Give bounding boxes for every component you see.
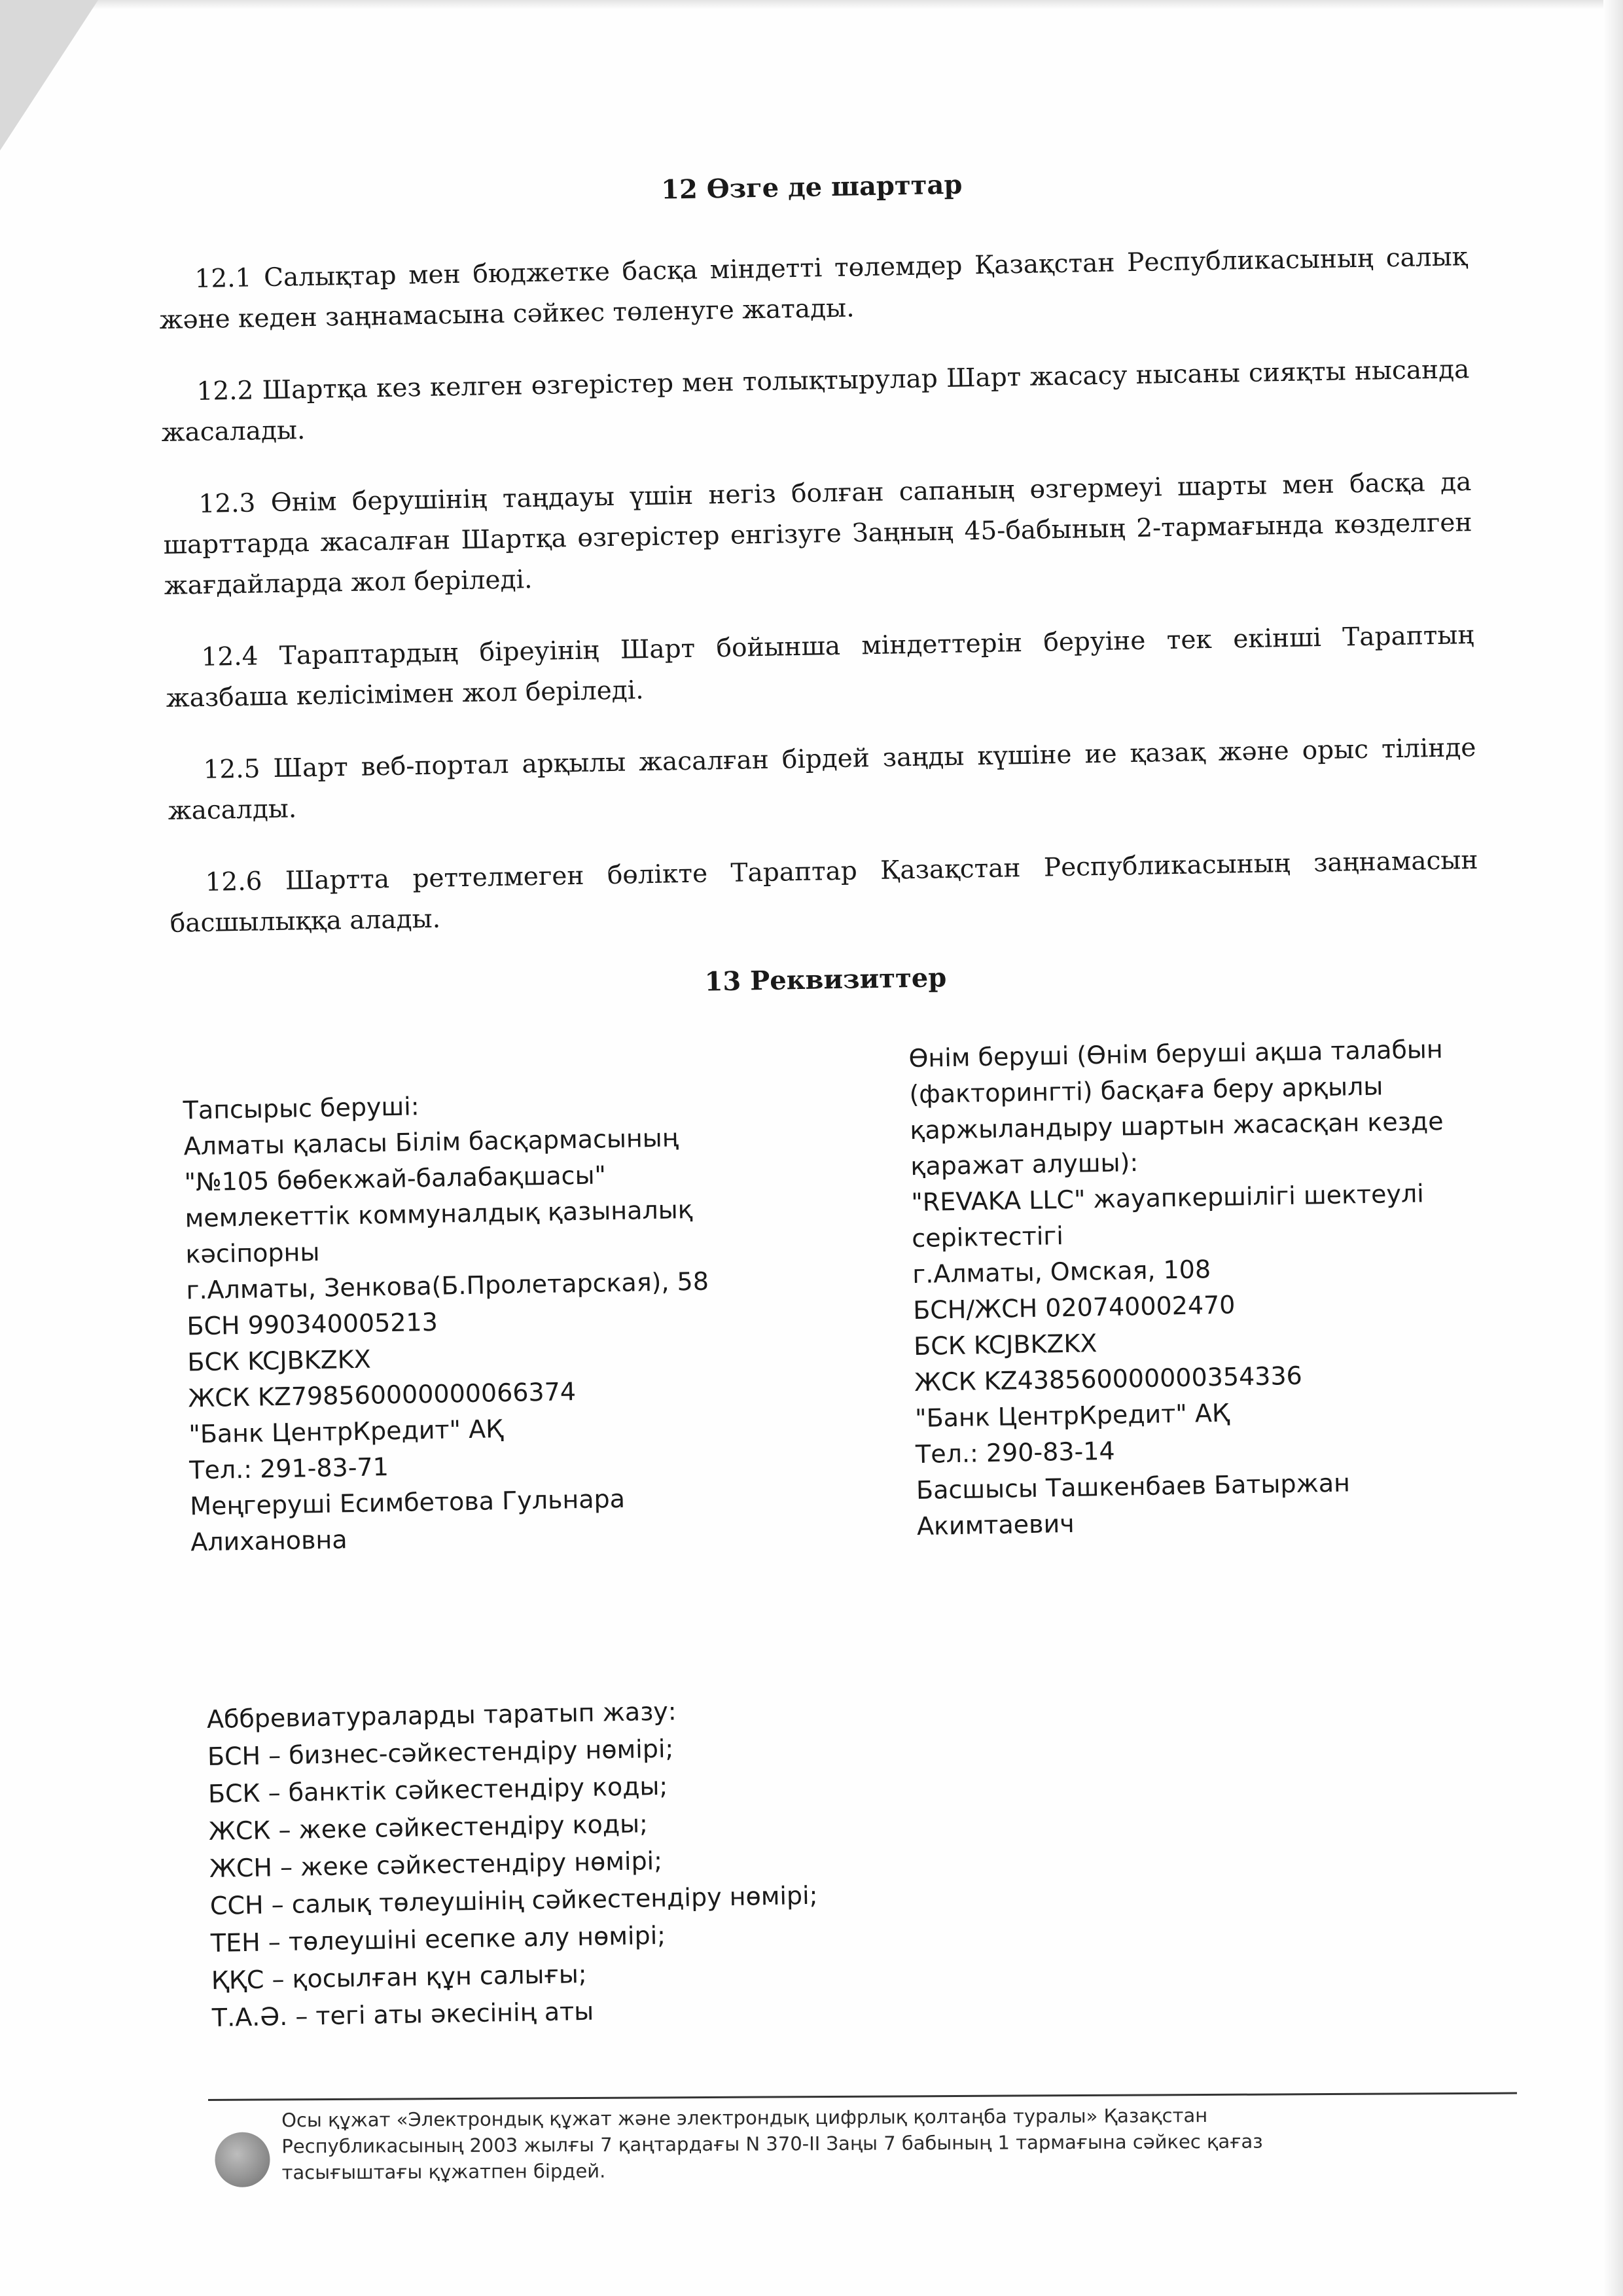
supplier-iik: ЖСК KZ438560000000354336 [914,1361,1303,1397]
customer-line: "№105 бөбекжай-балабақшасы" [184,1160,607,1197]
clause-12-1: 12.1 Салықтар мен бюджетке басқа міндетті төлемдер Қазақстан Республикасының салық және кеден заңнамасына сәйкес төленуге жатады. [159,242,1468,335]
supplier-address: г.Алматы, Омская, 108 [912,1255,1211,1289]
abbreviation-item: ССН – салық төлеушінің сәйкестендіру нөмірі; [209,1880,818,1920]
scan-edge-top [0,0,1623,9]
document-content [157,160,1498,2037]
abbreviation-item: Т.А.Ә. – тегі аты әкесінің аты [211,1996,594,2032]
customer-head: Алихановна [190,1525,348,1557]
supplier-phone: Тел.: 290-83-14 [915,1436,1115,1469]
abbreviation-item: ЖСК – жеке сәйкестендіру коды; [208,1809,649,1846]
customer-bin: БСН 990340005213 [187,1307,438,1341]
abbreviations-list [206,1679,1498,2037]
abbreviation-item: ТЕН – төлеушіні есепке алу нөмірі; [210,1920,666,1958]
abbreviation-item: ЖСН – жеке сәйкестендіру нөмірі; [209,1846,663,1883]
supplier-head: Акимтаевич [916,1509,1075,1541]
supplier-bik: БСК KCJBKZKX [913,1329,1097,1361]
customer-bank: "Банк ЦентрКредит" АҚ [188,1414,504,1449]
customer-address: г.Алматы, Зенкова(Б.Пролетарская), 58 [186,1266,709,1305]
abbreviations-heading: Аббревиатураларды таратып жазу: [206,1696,677,1734]
seal-icon [215,2132,270,2187]
customer-phone: Тел.: 291-83-71 [188,1452,389,1485]
customer-iik: ЖСК KZ798560000000066374 [188,1377,577,1413]
customer-requisites [183,1081,845,1560]
supplier-head: Басшысы Ташкенбаев Батыржан [916,1468,1351,1505]
supplier-line: серіктестігі [911,1221,1064,1253]
supplier-line: Өнім беруші (Өнім беруші ақша талабын [908,1034,1444,1073]
supplier-line: "REVAKA LLC" жауапкершілігі шектеулі [910,1179,1425,1217]
customer-head: Меңгеруші Есимбетова Гульнара [189,1484,626,1521]
supplier-line: (факторингті) басқаға беру арқылы [909,1071,1383,1109]
footer-line: Осы құжат «Электрондық құжат және электрондық цифрлық қолтаңба туралы» Қазақстан [281,2104,1208,2132]
scan-edge-right [1603,0,1623,2296]
supplier-line: қаражат алушы): [910,1148,1139,1181]
footer-line: Республикасының 2003 жылғы 7 қаңтардағы N 370-II Заңы 7 бабының 1 тармағына сәйкес қағаз [281,2130,1263,2158]
customer-line: кәсіпорны [185,1237,320,1269]
clause-12-6: 12.6 Шартта реттелмеген бөлікте Тараптар Қазақстан Республикасының заңнамасын басшылыққа алады. [169,845,1478,939]
clause-12-4: 12.4 Тараптардың біреуінің Шарт бойынша міндеттерін беруіне тек екінші Тараптың жазбаша келісімімен жол беріледі. [166,620,1474,713]
clause-12-5: 12.5 Шарт веб-портал арқылы жасалған бірдей заңды күшіне ие қазақ және орыс тілінде жасалды. [168,732,1476,826]
footer-note [208,2092,1517,2184]
supplier-bin: БСН/ЖСН 020740002470 [912,1290,1236,1325]
customer-line: Алматы қаласы Білім басқармасының [183,1123,679,1161]
section-12-title: 12 Өзге де шарттар [660,169,963,206]
requisites [172,1031,1490,1590]
clause-12-3: 12.3 Өнім берушінің таңдауы үшін негіз болған сапаның өзгермеуі шарты мен басқа да шарттарда жасалған Шартқа өзгерістер енгізуге Заңның 45-бабының 2-тармағында көзделген жағдайларда жол беріледі. [163,467,1472,601]
footer-text [281,2101,1493,2186]
supplier-requisites [908,1031,1493,1545]
clause-12-2: 12.2 Шартқа кез келген өзгерістер мен толықтырулар Шарт жасасу нысаны сияқты нысанда жасалады. [161,355,1470,448]
abbreviation-item: ҚҚС – қосылған құн салығы; [211,1959,587,1995]
footer-line: тасығыштағы құжатпен бірдей. [281,2159,606,2184]
folded-corner [0,0,98,151]
supplier-line: қаржыландыру шартын жасасқан кезде [910,1106,1444,1145]
customer-line: мемлекеттік коммуналдық қазыналық [185,1194,694,1233]
customer-bik: БСК KCJBKZKX [187,1344,372,1377]
supplier-bank: "Банк ЦентрКредит" АҚ [914,1398,1230,1433]
abbreviation-item: БСН – бизнес-сәйкестендіру нөмірі; [207,1734,674,1772]
customer-line: Тапсырыс беруші: [183,1092,419,1125]
section-13-title: 13 Реквизиттер [704,962,947,997]
abbreviation-item: БСК – банктік сәйкестендіру коды; [207,1771,668,1809]
